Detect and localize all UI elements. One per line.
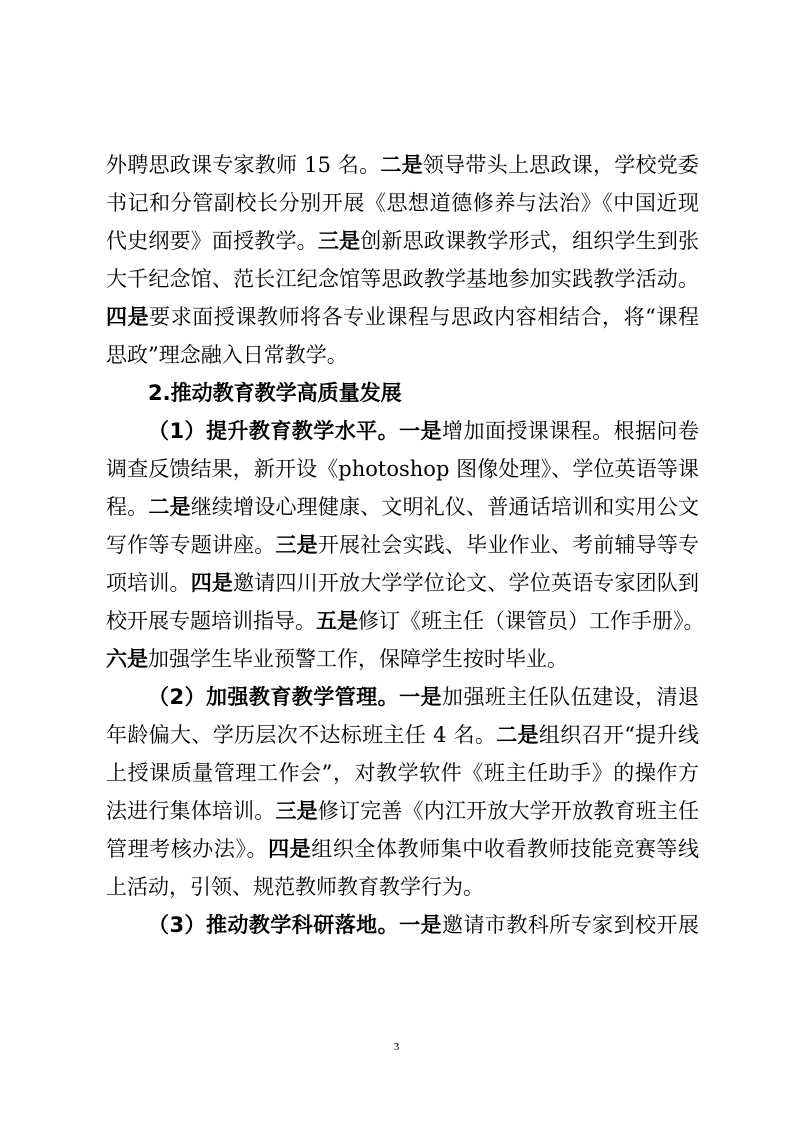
bold-text: 四是 xyxy=(190,571,234,595)
body-text: 继续增设心理健康、文明礼仪、普通话培训和实用公文 xyxy=(190,495,700,519)
text-line xyxy=(106,754,699,792)
document-body xyxy=(106,146,705,944)
text-line xyxy=(106,260,699,298)
text-line xyxy=(106,374,699,412)
bold-text: （2）加强教育教学管理。一是 xyxy=(148,685,442,709)
body-text: 程。 xyxy=(106,495,149,519)
bold-text: 四是 xyxy=(106,305,150,329)
text-line xyxy=(106,526,699,564)
body-text: 外聘思政课专家教师 15 名。 xyxy=(106,153,381,177)
text-line xyxy=(106,640,699,678)
body-text: 加强学生毕业预警工作，保障学生按时毕业。 xyxy=(148,647,568,671)
bold-text: 二是 xyxy=(496,723,539,747)
body-text: 管理考核办法》。 xyxy=(106,837,269,861)
body-text: 调查反馈结果，新开设《photoshop 图像处理》、学位英语等课 xyxy=(106,457,699,481)
body-text: 邀请市教科所专家到校开展 xyxy=(441,913,699,937)
body-text: 法进行集体培训。 xyxy=(106,799,276,823)
body-text: 修订完善《内江开放大学开放教育班主任 xyxy=(317,799,700,823)
body-text: 上活动，引领、规范教师教育教学行为。 xyxy=(106,875,484,899)
body-text: 增加面授课课程。根据问卷 xyxy=(441,419,699,443)
bold-text: 三是 xyxy=(275,799,318,823)
body-text: 加强班主任队伍建设，清退 xyxy=(441,685,699,709)
text-line xyxy=(106,906,699,944)
bold-text: 二是 xyxy=(148,495,191,519)
body-text: 思政”理念融入日常教学。 xyxy=(106,343,348,367)
body-text: 修订《班主任（课管员）工作手册》。 xyxy=(358,609,705,633)
body-text: 开展社会实践、毕业作业、考前辅导等专 xyxy=(317,533,700,557)
body-text: 邀请四川开放大学学位论文、学位英语专家团队到 xyxy=(233,571,700,595)
bold-text: （3）推动教学科研落地。一是 xyxy=(148,913,442,937)
text-line xyxy=(106,298,699,336)
bold-text: 四是 xyxy=(268,837,312,861)
text-line xyxy=(106,564,699,602)
bold-text: 五是 xyxy=(316,609,358,633)
text-line xyxy=(106,830,699,868)
body-text: 创新思政课教学形式，组织学生到张 xyxy=(360,229,700,253)
bold-text: 二是 xyxy=(380,153,423,177)
body-text: 组织全体教师集中收看教师技能竞赛等线 xyxy=(311,837,700,861)
text-line xyxy=(106,716,699,754)
text-line xyxy=(106,146,699,184)
text-line xyxy=(106,450,699,488)
text-line xyxy=(106,792,699,830)
text-line xyxy=(106,678,699,716)
body-text: 要求面授课教师将各专业课程与思政内容相结合，将“课程 xyxy=(149,305,700,329)
body-text: 组织召开“提升线 xyxy=(538,723,699,747)
bold-text: 六是 xyxy=(106,647,148,671)
page-number: 3 xyxy=(393,1041,400,1053)
bold-text: 三是 xyxy=(275,533,318,557)
body-text: 年龄偏大、学历层次不达标班主任 4 名。 xyxy=(106,723,497,747)
text-line xyxy=(106,488,699,526)
body-text: 大千纪念馆、范长江纪念馆等思政教学基地参加实践教学活动。 xyxy=(106,267,699,291)
bold-text: 2.推动教育教学高质量发展 xyxy=(148,381,402,405)
text-line xyxy=(106,184,699,222)
text-line xyxy=(106,412,699,450)
body-text: 写作等专题讲座。 xyxy=(106,533,276,557)
body-text: 校开展专题培训指导。 xyxy=(106,609,316,633)
text-line xyxy=(106,336,699,374)
text-line xyxy=(106,222,699,260)
text-line xyxy=(106,868,699,906)
body-text: 领导带头上思政课，学校党委 xyxy=(422,153,699,177)
body-text: 代史纲要》面授教学。 xyxy=(106,229,318,253)
body-text: 上授课质量管理工作会”，对教学软件《班主任助手》的操作方 xyxy=(106,761,699,785)
body-text: 项培训。 xyxy=(106,571,191,595)
bold-text: （1）提升教育教学水平。一是 xyxy=(148,419,442,443)
bold-text: 三是 xyxy=(317,229,361,253)
body-text: 书记和分管副校长分别开展《思想道德修养与法治》《中国近现 xyxy=(106,191,699,215)
text-line xyxy=(106,602,705,640)
